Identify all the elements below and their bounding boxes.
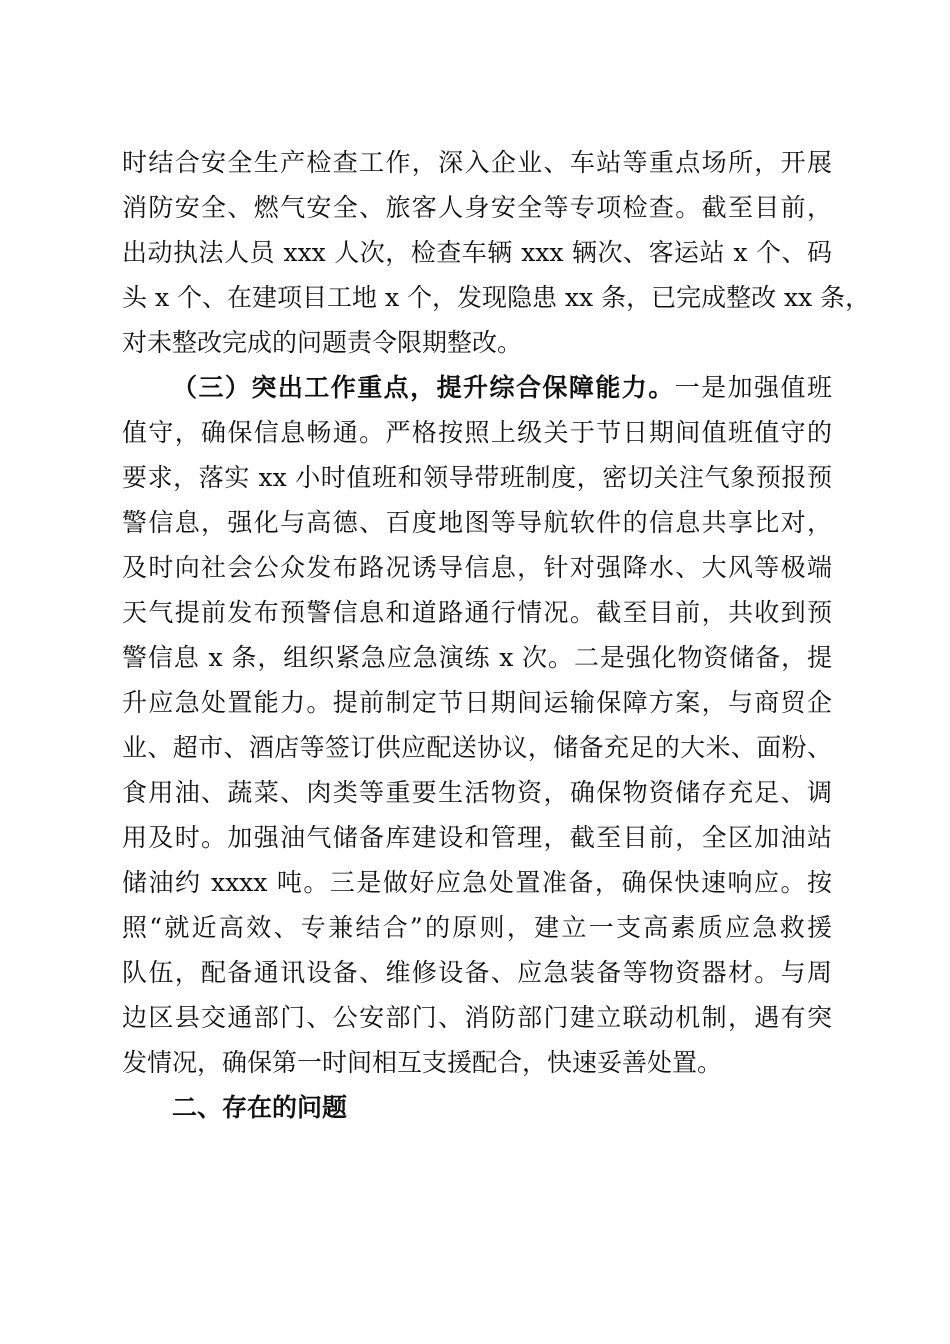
paragraph-line: 出动执法人员 xxx 人次，检查车辆 xxx 辆次、客运站 x 个、码	[122, 238, 832, 267]
paragraph-line: 警信息 x 条，组织紧急应急演练 x 次。二是强化物资储备，提	[122, 643, 832, 672]
paragraph-line: 食用油、蔬菜、肉类等重要生活物资，确保物资储存充足、调	[122, 778, 832, 807]
paragraph-line: 头 x 个、在建项目工地 x 个，发现隐患 xx 条，已完成整改 xx 条，	[122, 283, 871, 312]
paragraph-line: 队伍，配备通讯设备、维修设备、应急装备等物资器材。与周	[122, 958, 832, 987]
paragraph-line: 警信息，强化与高德、百度地图等导航软件的信息共享比对，	[122, 508, 832, 537]
paragraph-line: 对未整改完成的问题责令限期整改。	[122, 328, 523, 357]
paragraph-line: 用及时。加强油气储备库建设和管理，截至目前，全区加油站	[122, 823, 832, 852]
paragraph-line: 照“就近高效、专兼结合”的原则，建立一支高素质应急救援	[122, 913, 832, 942]
subsection-heading: （三）突出工作重点，提升综合保障能力。	[172, 373, 675, 402]
paragraph-line: 业、超市、酒店等签订供应配送协议，储备充足的大米、面粉、	[122, 733, 832, 762]
paragraph-line: 要求，落实 xx 小时值班和领导带班制度，密切关注气象预报预	[122, 463, 832, 492]
paragraph-first-line	[172, 373, 832, 403]
paragraph-line: 时结合安全生产检查工作，深入企业、车站等重点场所，开展	[122, 148, 832, 177]
paragraph-line: 及时向社会公众发布路况诱导信息，针对强降水、大风等极端	[122, 553, 832, 582]
paragraph-line: 值守，确保信息畅通。严格按照上级关于节日期间值班值守的	[122, 418, 832, 447]
paragraph-line: 边区县交通部门、公安部门、消防部门建立联动机制，遇有突	[122, 1003, 832, 1032]
paragraph-line: 发情况，确保第一时间相互支援配合，快速妥善处置。	[122, 1048, 723, 1077]
paragraph-text: 一是加强值班	[674, 373, 832, 402]
section-heading: 二、存在的问题	[172, 1093, 348, 1122]
paragraph-line: 消防安全、燃气安全、旅客人身安全等专项检查。截至目前，	[122, 193, 832, 222]
paragraph-line: 升应急处置能力。提前制定节日期间运输保障方案，与商贸企	[122, 688, 832, 717]
paragraph-line: 储油约 xxxx 吨。三是做好应急处置准备，确保快速响应。按	[122, 868, 832, 897]
paragraph-line: 天气提前发布预警信息和道路通行情况。截至目前，共收到预	[122, 598, 832, 627]
